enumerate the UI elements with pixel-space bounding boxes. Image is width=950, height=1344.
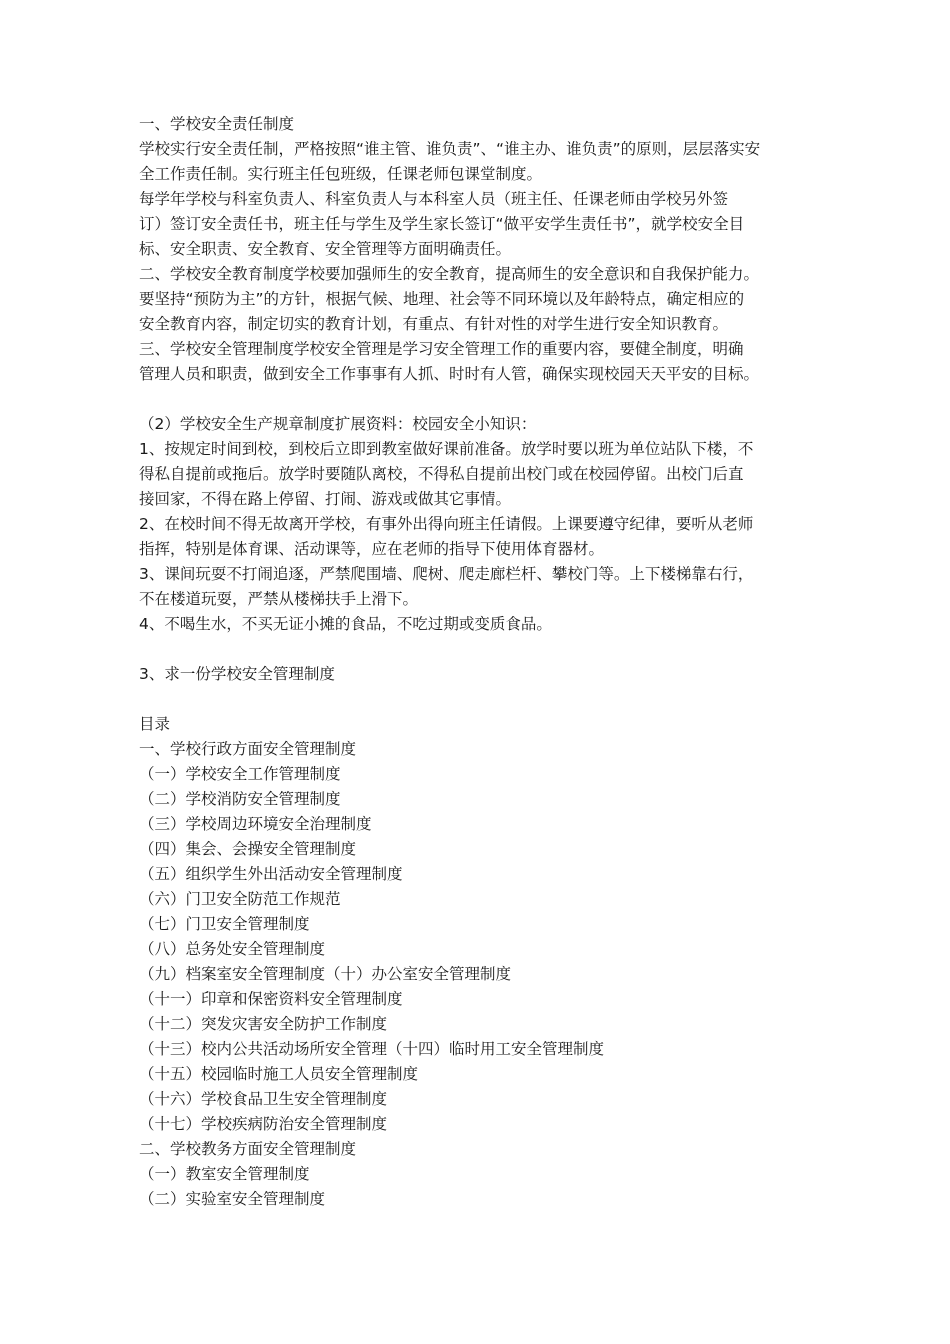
toc-list-item: （十三）校内公共活动场所安全管理（十四）临时用工安全管理制度 <box>139 1040 605 1058</box>
spacer <box>139 387 839 412</box>
toc-list-item: （六）门卫安全防范工作规范 <box>139 890 341 908</box>
toc-list-item: （十七）学校疾病防治安全管理制度 <box>139 1115 388 1133</box>
toc-list-item: （八）总务处安全管理制度 <box>139 940 326 958</box>
toc-list-item: （十二）突发灾害安全防护工作制度 <box>139 1015 388 1033</box>
toc-list-item: （二）实验室安全管理制度 <box>139 1190 326 1208</box>
list-item-line: 不在楼道玩耍，严禁从楼梯扶手上滑下。 <box>139 590 419 608</box>
paragraph-line: 每学年学校与科室负责人、科室负责人与本科室人员（班主任、任课老师由学校另外签 <box>139 190 729 208</box>
document-page <box>139 112 839 1212</box>
paragraph-line: 安全教育内容，制定切实的教育计划，有重点、有针对性的对学生进行安全知识教育。 <box>139 315 729 333</box>
toc-list-item: （五）组织学生外出活动安全管理制度 <box>139 865 403 883</box>
toc-list-item: （九）档案室安全管理制度（十）办公室安全管理制度 <box>139 965 512 983</box>
toc-list-item: （十五）校园临时施工人员安全管理制度 <box>139 1065 419 1083</box>
paragraph-line: 管理人员和职责，做到安全工作事事有人抓、时时有人管，确保实现校园天天平安的目标。 <box>139 365 760 383</box>
list-item-line: 3、课间玩耍不打闹追逐，严禁爬围墙、爬树、爬走廊栏杆、攀校门等。上下楼梯靠右行， <box>139 565 754 583</box>
section-heading: （2）学校安全生产规章制度扩展资料：校园安全小知识： <box>139 415 537 433</box>
section-heading: 3、求一份学校安全管理制度 <box>139 665 335 683</box>
paragraph-line: 三、学校安全管理制度学校安全管理是学习安全管理工作的重要内容，要健全制度，明确 <box>139 340 744 358</box>
paragraph-line: 全工作责任制。实行班主任包班级，任课老师包课堂制度。 <box>139 165 543 183</box>
list-item-line: 得私自提前或拖后。放学时要随队离校，不得私自提前出校门或在校园停留。出校门后直 <box>139 465 744 483</box>
paragraph-line: 要坚持“预防为主”的方针，根据气候、地理、社会等不同环境以及年龄特点，确定相应的 <box>139 290 745 308</box>
paragraph-line: 标、安全职责、安全教育、安全管理等方面明确责任。 <box>139 240 512 258</box>
toc-part-heading: 二、学校教务方面安全管理制度 <box>139 1140 357 1158</box>
paragraph-line: 订）签订安全责任书，班主任与学生及学生家长签订“做平安学生责任书”，就学校安全目 <box>139 215 745 233</box>
list-item-line: 接回家，不得在路上停留、打闹、游戏或做其它事情。 <box>139 490 512 508</box>
toc-list-item: （十一）印章和保密资料安全管理制度 <box>139 990 403 1008</box>
toc-part-heading: 一、学校行政方面安全管理制度 <box>139 740 357 758</box>
toc-part2-list <box>139 1162 839 1212</box>
toc-title: 目录 <box>139 715 171 733</box>
spacer <box>139 637 839 662</box>
toc-list-item: （四）集会、会操安全管理制度 <box>139 840 357 858</box>
paragraph-line: 学校实行安全责任制，严格按照“谁主管、谁负责”、“谁主办、谁负责”的原则，层层落实安 <box>139 140 761 158</box>
toc-list-item: （十六）学校食品卫生安全管理制度 <box>139 1090 388 1108</box>
list-item-line: 指挥，特别是体育课、活动课等，应在老师的指导下使用体育器材。 <box>139 540 605 558</box>
paragraph-line: 二、学校安全教育制度学校要加强师生的安全教育，提高师生的安全意识和自我保护能力。 <box>139 265 760 283</box>
toc-list-item: （七）门卫安全管理制度 <box>139 915 310 933</box>
toc-list-item: （一）学校安全工作管理制度 <box>139 765 341 783</box>
list-item-line: 4、不喝生水，不买无证小摊的食品，不吃过期或变质食品。 <box>139 615 552 633</box>
section-heading: 一、学校安全责任制度 <box>139 115 295 133</box>
list-item-line: 2、在校时间不得无故离开学校，有事外出得向班主任请假。上课要遵守纪律，要听从老师 <box>139 515 754 533</box>
toc-part1-list <box>139 762 839 1137</box>
toc-list-item: （二）学校消防安全管理制度 <box>139 790 341 808</box>
toc-list-item: （一）教室安全管理制度 <box>139 1165 310 1183</box>
toc-list-item: （三）学校周边环境安全治理制度 <box>139 815 372 833</box>
spacer <box>139 687 839 712</box>
list-item-line: 1、按规定时间到校，到校后立即到教室做好课前准备。放学时要以班为单位站队下楼，不 <box>139 440 754 458</box>
